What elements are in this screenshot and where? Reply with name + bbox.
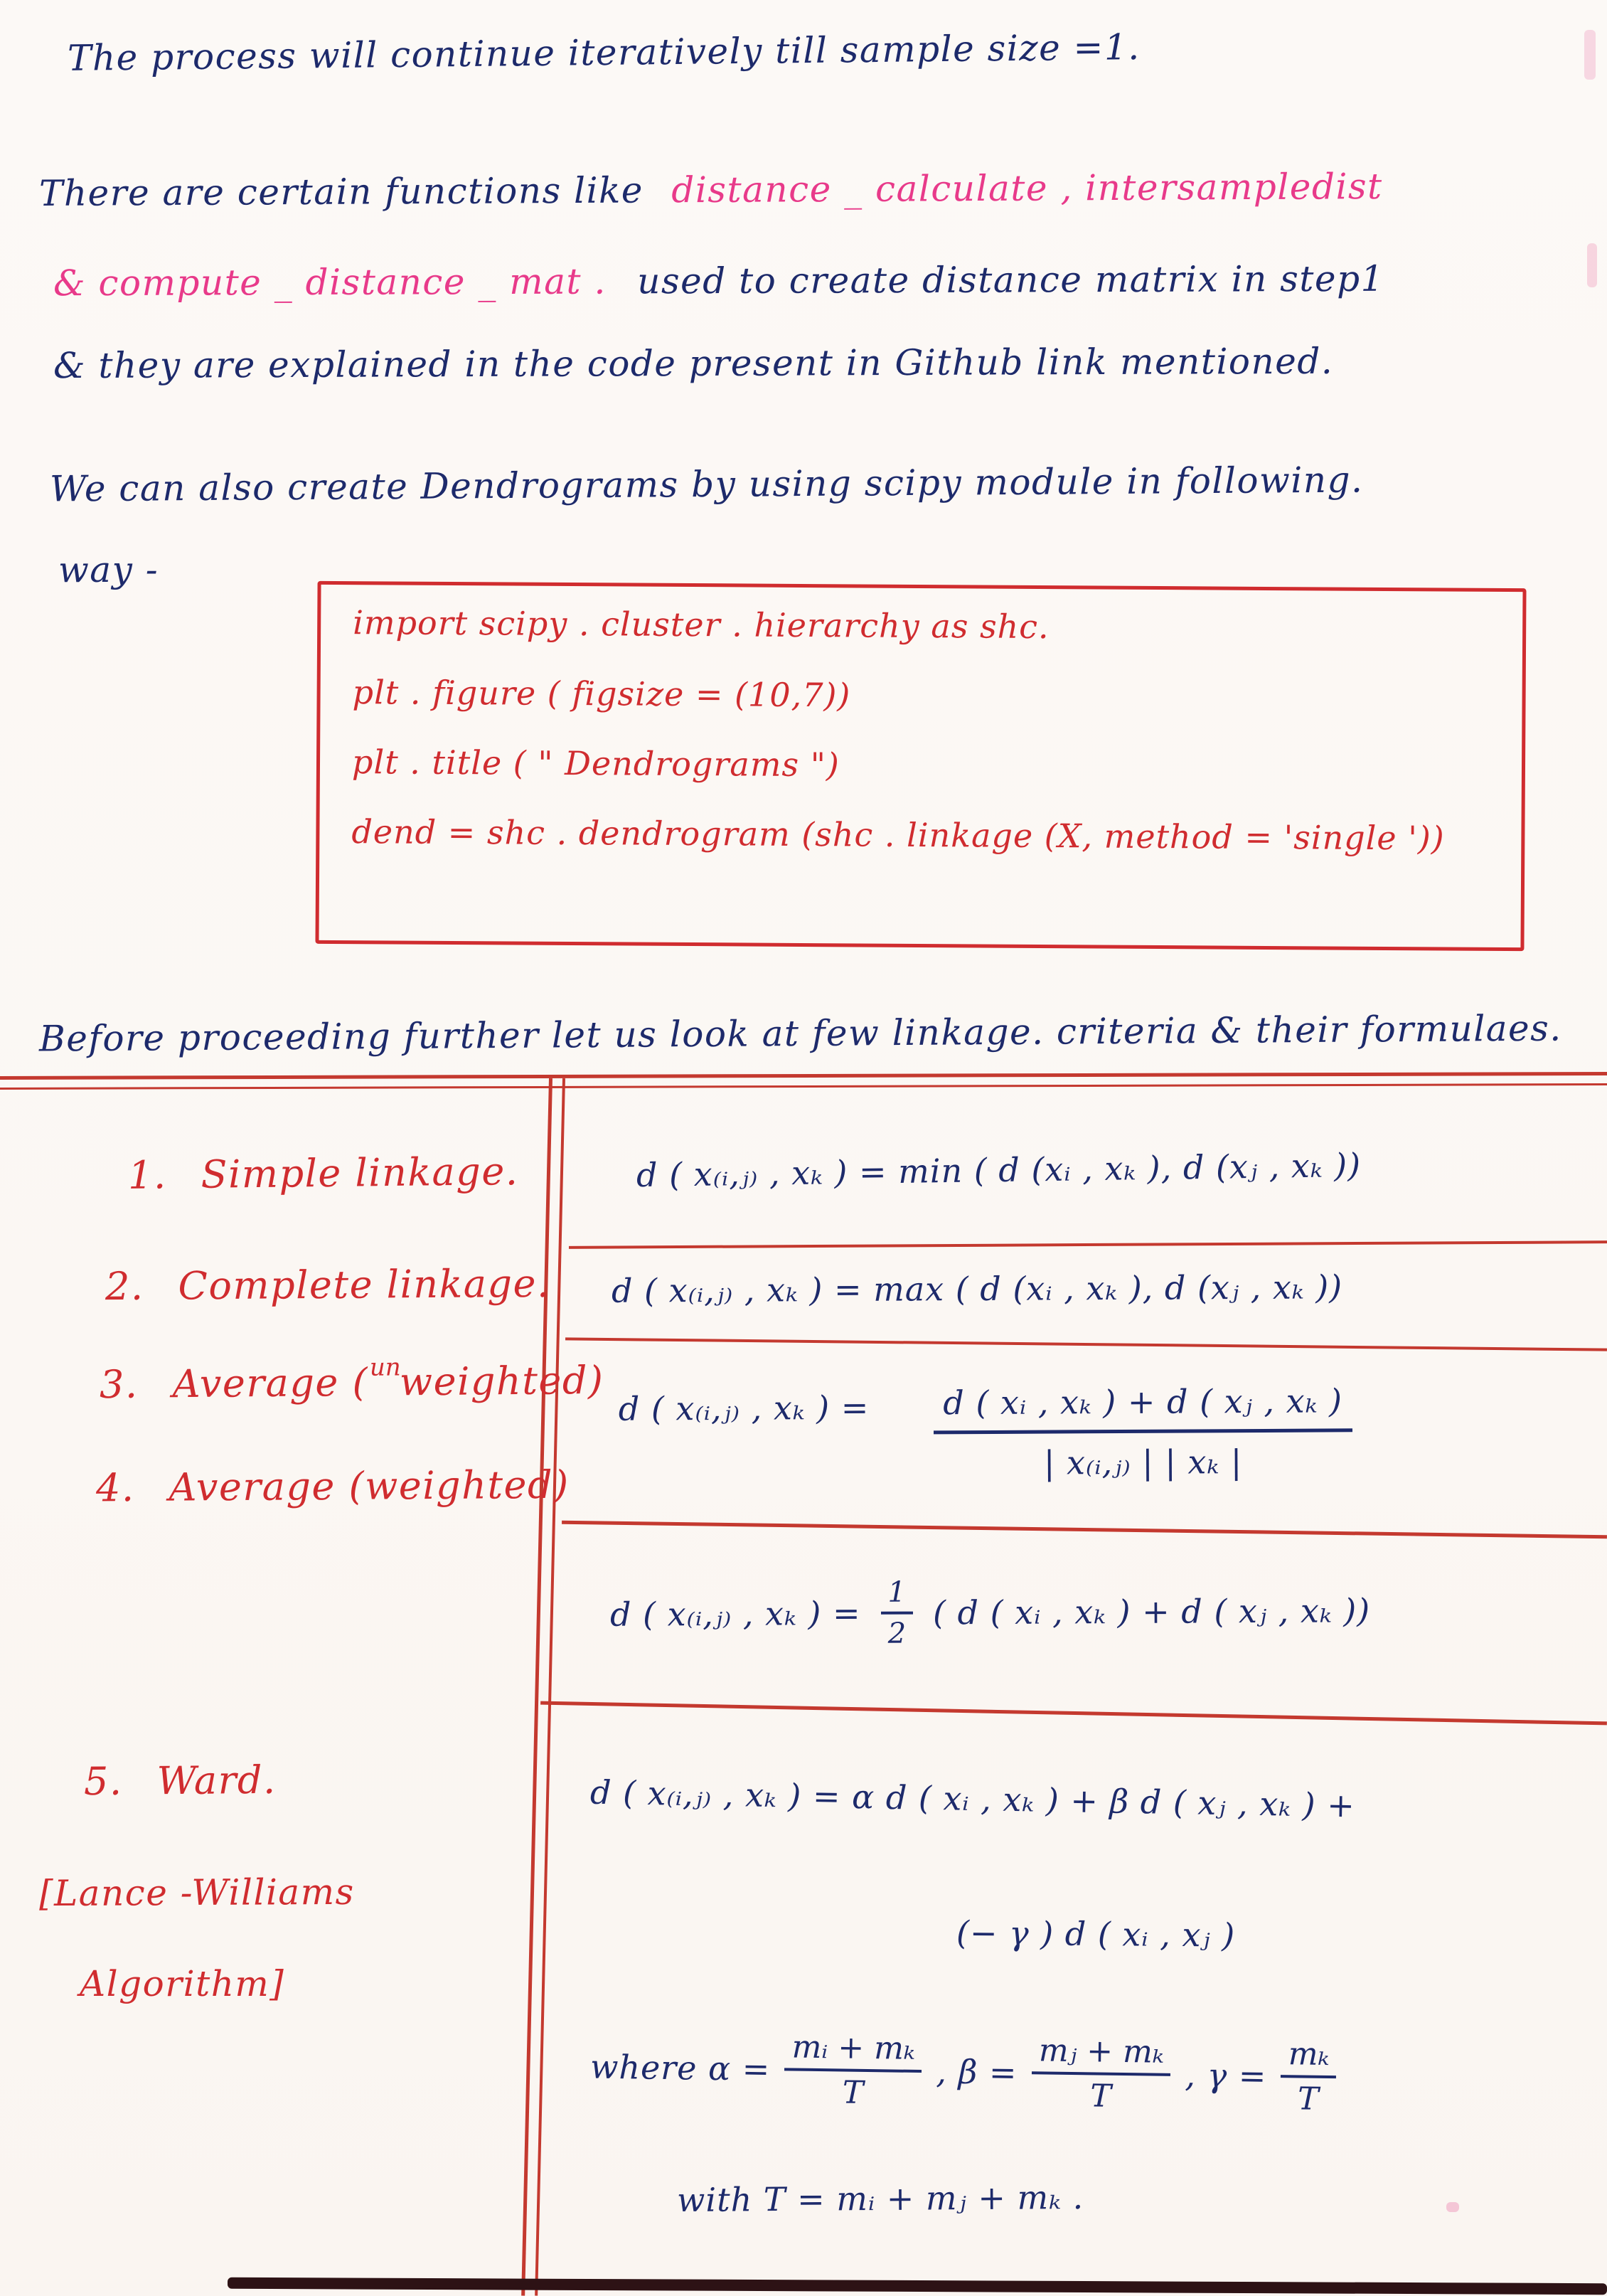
- alpha-fraction: [784, 2029, 923, 2112]
- half-fraction-numerator: 1: [880, 1576, 913, 1615]
- scan-artifact-1: [1584, 30, 1596, 80]
- before-proceeding-line: Before proceeding further let us look at few linkage. criteria & their formulaes.: [38, 1007, 1562, 1060]
- item-2-label: Complete linkage.: [178, 1260, 550, 1309]
- code-line-3: plt . title ( " Dendrograms "): [351, 743, 840, 785]
- linkage-item-1: [128, 1149, 519, 1198]
- code-box: [315, 581, 1526, 951]
- beta-fraction: [1031, 2032, 1172, 2115]
- half-fraction-denominator: 2: [887, 1617, 907, 1650]
- alpha-denominator: T: [842, 2074, 864, 2111]
- where-gamma-label: , γ =: [1185, 2056, 1267, 2095]
- gamma-numerator: mₖ: [1281, 2036, 1337, 2078]
- item-2-number: 2.: [105, 1263, 144, 1309]
- linkage-item-4: [96, 1462, 570, 1511]
- table-top-rule-1: [0, 1072, 1607, 1080]
- ward-with-line: with T = mᵢ + mⱼ + mₖ .: [676, 2178, 1084, 2219]
- avg-unweighted-fraction: [933, 1381, 1352, 1482]
- avg-unweighted-numerator: d ( xᵢ , xₖ ) + d ( xⱼ , xₖ ): [933, 1381, 1352, 1434]
- formula-avg-weighted-rhs: ( d ( xᵢ , xₖ ) + d ( xⱼ , xₖ )): [932, 1591, 1371, 1632]
- dendrogram-paragraph-line-2: way -: [58, 549, 159, 590]
- formula-avg-unweighted-lhs: d ( x₍ᵢ,ⱼ₎ , xₖ ) =: [618, 1388, 870, 1428]
- formula-average-unweighted: [619, 1381, 1353, 1484]
- code-line-1: import scipy . cluster . hierarchy as shc.: [353, 603, 1050, 647]
- item-4-label: Average (weighted): [169, 1462, 570, 1510]
- gamma-denominator: T: [1297, 2080, 1319, 2117]
- item-3-label-post: weighted): [399, 1357, 604, 1405]
- formula-avg-weighted-lhs: d ( x₍ᵢ,ⱼ₎ , xₖ ) =: [609, 1593, 861, 1634]
- item-4-number: 4.: [95, 1465, 135, 1511]
- dendrogram-paragraph-line-1: We can also create Dendrograms by using scipy module in following.: [49, 459, 1364, 510]
- unweighted-annotation: un: [369, 1353, 401, 1382]
- functions-text-1: There are certain functions like: [38, 169, 644, 214]
- item-5-number: 5.: [83, 1758, 123, 1805]
- scan-artifact-2: [1587, 243, 1597, 287]
- functions-paragraph-line-2: [53, 258, 1384, 304]
- where-beta-label: , β =: [936, 2052, 1018, 2092]
- formula-complete-linkage: d ( x₍ᵢ,ⱼ₎ , xₖ ) = max ( d (xᵢ , xₖ ), d (xⱼ , xₖ )): [611, 1267, 1343, 1310]
- formula-ward-line-2: (− γ ) d ( xᵢ , xⱼ ): [956, 1913, 1236, 1955]
- page-bottom-edge: [228, 2278, 1607, 2295]
- where-alpha-label: where α =: [589, 2047, 771, 2089]
- item-3-number: 3.: [99, 1361, 139, 1408]
- formula-average-weighted: [610, 1573, 1371, 1652]
- item-1-number: 1.: [127, 1152, 167, 1198]
- code-line-2: plt . figure ( figsize = (10,7)): [352, 673, 851, 715]
- function-names-1: distance _ calculate , intersampledist: [671, 166, 1383, 211]
- row-divider-4: [540, 1701, 1607, 1726]
- row-divider-2: [565, 1337, 1607, 1351]
- code-line-4: dend = shc . dendrogram (shc . linkage (X, method = 'single ')): [351, 812, 1445, 858]
- linkage-item-2: [105, 1261, 550, 1309]
- functions-paragraph-line-3: & they are explained in the code present in Github link mentioned.: [53, 340, 1334, 387]
- gamma-fraction: [1281, 2036, 1337, 2117]
- half-fraction: [880, 1576, 913, 1650]
- row-divider-1: [569, 1240, 1607, 1249]
- intro-line: The process will continue iteratively till sample size =1.: [67, 26, 1141, 79]
- function-name-2: & compute _ distance _ mat .: [53, 260, 607, 304]
- avg-unweighted-denominator: | x₍ᵢ,ⱼ₎ | | xₖ |: [1043, 1442, 1243, 1482]
- row-divider-3: [562, 1521, 1607, 1539]
- table-top-rule-2: [0, 1083, 1607, 1090]
- item-5-label: Ward.: [156, 1757, 277, 1804]
- ward-where-line: [589, 2026, 1351, 2118]
- ward-note-line-1: [Lance -Williams: [38, 1871, 355, 1915]
- beta-denominator: T: [1089, 2078, 1112, 2115]
- item-3-label-pre: Average (: [172, 1359, 369, 1407]
- item-1-label: Simple linkage.: [201, 1149, 519, 1197]
- beta-numerator: mⱼ + mₖ: [1031, 2032, 1171, 2076]
- alpha-numerator: mᵢ + mₖ: [784, 2029, 922, 2073]
- formula-simple-linkage: d ( x₍ᵢ,ⱼ₎ , xₖ ) = min ( d (xᵢ , xₖ ), d (xⱼ , xₖ )): [636, 1145, 1362, 1195]
- formula-ward-line-1: d ( x₍ᵢ,ⱼ₎ , xₖ ) = α d ( xᵢ , xₖ ) + β d ( xⱼ , xₖ ) +: [589, 1773, 1356, 1825]
- functions-paragraph-line-1: [39, 166, 1383, 214]
- linkage-item-5: [84, 1758, 277, 1804]
- ward-note-line-2: Algorithm]: [80, 1963, 285, 2004]
- linkage-item-3: [99, 1353, 604, 1408]
- scan-artifact-3: [1446, 2202, 1459, 2212]
- functions-text-2: used to create distance matrix in step1: [637, 257, 1384, 302]
